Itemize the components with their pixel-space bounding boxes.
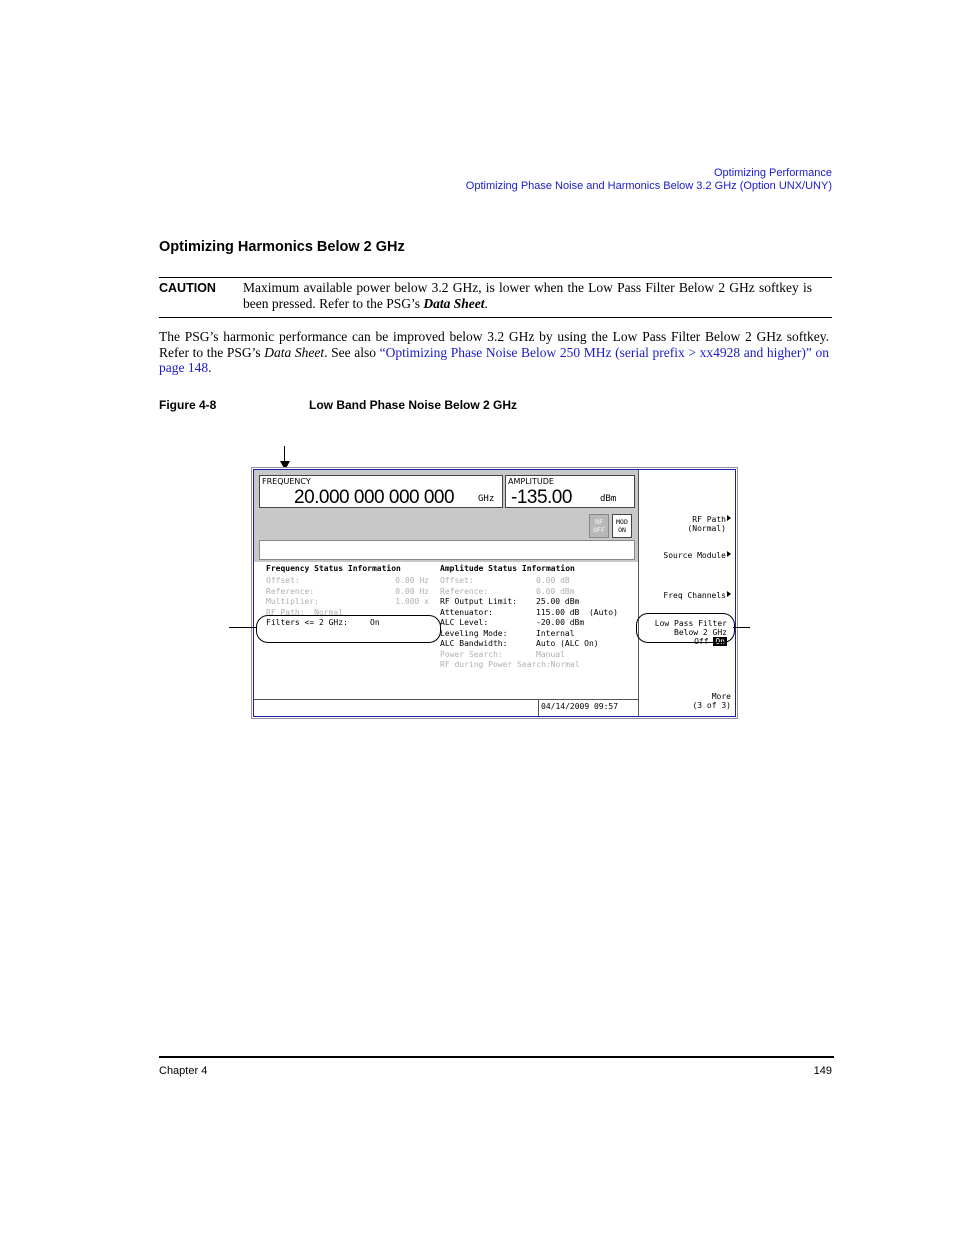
softkey-freq-channels[interactable] <box>663 591 731 600</box>
softkey-more-page: (3 of 3) <box>692 701 731 710</box>
caution-data-sheet: Data Sheet <box>423 295 485 311</box>
mod-on-indicator <box>612 514 632 538</box>
callout-line-left <box>229 627 257 628</box>
section-title: Optimizing Harmonics Below 2 GHz <box>159 239 405 255</box>
cross-reference-link[interactable]: “Optimizing Phase Noise Below 250 MHz (serial prefix > xx4928 and higher)” on page 148 <box>159 344 829 375</box>
softkey-lpf-label-1: Low Pass Filter <box>654 619 727 628</box>
body-text-1: The PSG’s harmonic performance can be improved below 3.2 GHz by using the Low Pass Filter Below 2 GHz softkey. Refer to the PSG’s <box>159 329 829 360</box>
freq-status-row-value: 1.000 x <box>395 597 429 606</box>
freq-status-row-label: RF Path: Normal <box>266 607 344 617</box>
footer-page-number: 149 <box>813 1065 832 1077</box>
date-separator <box>538 699 539 716</box>
amp-status-row <box>440 608 618 619</box>
body-text-2: . See also <box>324 344 380 360</box>
submenu-arrow-icon <box>727 551 731 557</box>
amp-status-row-value: Auto (ALC On) <box>536 639 599 648</box>
body-data-sheet: Data Sheet <box>264 344 325 360</box>
caution-text-main: Maximum available power below 3.2 GHz, is lower when the Low Pass Filter Below 2 GHz softkey is been pressed. Refer to the PSG’s <box>243 280 812 311</box>
callout-line-right <box>733 627 750 628</box>
frequency-label: FREQUENCY <box>262 477 311 486</box>
caution-label: CAUTION <box>159 281 216 295</box>
amp-status-row-label: Power Search: <box>440 649 503 659</box>
caution-text <box>243 280 812 311</box>
amp-status-row <box>440 629 575 640</box>
amp-status-row-value: 0.00 dBm <box>536 586 575 596</box>
amp-status-row-label: RF during Power Search: <box>440 660 551 669</box>
amp-status-row-value: -20.00 dBm <box>536 618 585 627</box>
footer-rule <box>159 1056 834 1058</box>
softkey-lpf-label-2: Below 2 GHz <box>674 628 727 637</box>
amp-status-row-value: 115.00 dB (Auto) <box>536 607 618 617</box>
callout-filters-status <box>256 615 441 643</box>
screen-main-area <box>254 470 639 716</box>
softkey-more-label: More <box>711 692 731 701</box>
softkey-more[interactable] <box>692 692 731 710</box>
amp-status-row-label: RF Output Limit: <box>440 597 518 606</box>
submenu-arrow-icon <box>727 515 731 521</box>
softkey-rf-path-value: (Normal) <box>687 524 726 533</box>
softkey-rf-path[interactable] <box>687 515 731 533</box>
freq-status-row-label: Reference: <box>266 586 315 596</box>
amp-status-row-label: Offset: <box>440 576 474 585</box>
freq-status-row-label: Offset: <box>266 576 300 585</box>
footer-chapter: Chapter 4 <box>159 1065 208 1077</box>
softkey-source-module[interactable] <box>663 551 731 560</box>
amp-status-row-label: Attenuator: <box>440 607 493 617</box>
amp-status-row <box>440 650 565 661</box>
freq-status-row-label: Filters <= 2 GHz: <box>266 618 348 627</box>
amplitude-display[interactable] <box>505 475 635 508</box>
softkey-lpf-off: Off <box>694 637 709 646</box>
amp-status-row-label: ALC Bandwidth: <box>440 639 508 648</box>
rf-off-text: RF OFF <box>593 518 605 534</box>
softkey-rf-path-label: RF Path <box>692 515 726 524</box>
amp-status-row-value: Manual <box>536 649 565 659</box>
softkey-source-module-label: Source Module <box>663 551 726 560</box>
callout-lpf-softkey <box>636 613 735 643</box>
freq-status-row-label: Multiplier: <box>266 597 319 606</box>
amp-status-row-value: 25.00 dBm <box>536 597 580 606</box>
figure-label: Figure 4-8 <box>159 398 217 412</box>
amp-status-row <box>440 660 580 671</box>
rf-off-indicator <box>589 514 609 538</box>
amp-status-title: Amplitude Status Information <box>440 564 575 573</box>
body-text-3: . <box>208 360 212 375</box>
amplitude-label: AMPLITUDE <box>508 477 554 486</box>
body-paragraph <box>159 329 829 376</box>
screen-display <box>253 469 736 717</box>
softkey-freq-channels-label: Freq Channels <box>663 591 726 600</box>
freq-status-row-value: 0.00 Hz <box>395 576 429 585</box>
amp-status-row <box>440 576 570 587</box>
amp-status-row-label: Reference: <box>440 586 489 596</box>
caution-top-rule <box>159 277 832 278</box>
screen-bottom-divider <box>254 699 638 700</box>
caution-bottom-rule <box>159 317 832 318</box>
amp-status-row-label: ALC Level: <box>440 618 489 627</box>
message-line <box>259 540 635 560</box>
amp-status-row <box>440 597 579 608</box>
amp-status-row <box>440 587 575 598</box>
amplitude-value: -135.00 <box>511 487 572 508</box>
freq-status-row <box>266 597 429 608</box>
caution-text-end: . <box>484 295 488 311</box>
freq-status-row <box>266 587 429 598</box>
frequency-value: 20.000 000 000 000 <box>294 487 455 508</box>
amp-status-row-value: Normal <box>550 660 580 669</box>
amp-status-row-label: Leveling Mode: <box>440 628 508 638</box>
running-header-section[interactable]: Optimizing Phase Noise and Harmonics Below 3.2 GHz (Option UNX/UNY) <box>465 180 832 192</box>
mod-on-text: MOD ON <box>616 518 628 534</box>
amplitude-unit: dBm <box>600 494 617 504</box>
freq-status-row-value: On <box>370 618 380 627</box>
running-header-chapter[interactable]: Optimizing Performance <box>714 167 832 179</box>
freq-status-row-value: 0.00 Hz <box>395 586 429 596</box>
softkey-lpf-on: On <box>715 637 725 646</box>
submenu-arrow-icon <box>727 591 731 597</box>
instrument-screen <box>251 467 738 719</box>
amp-status-row-value: Internal <box>536 628 575 638</box>
freq-status-row <box>266 576 429 587</box>
figure-title: Low Band Phase Noise Below 2 GHz <box>309 398 518 412</box>
date-time: 04/14/2009 09:57 <box>541 702 619 711</box>
amp-status-row <box>440 639 599 650</box>
freq-status-title: Frequency Status Information <box>266 564 401 573</box>
amp-status-row-value: 0.00 dB <box>536 576 570 585</box>
amp-status-row <box>440 618 584 629</box>
frequency-unit: GHz <box>478 494 495 504</box>
frequency-display[interactable] <box>259 475 503 508</box>
